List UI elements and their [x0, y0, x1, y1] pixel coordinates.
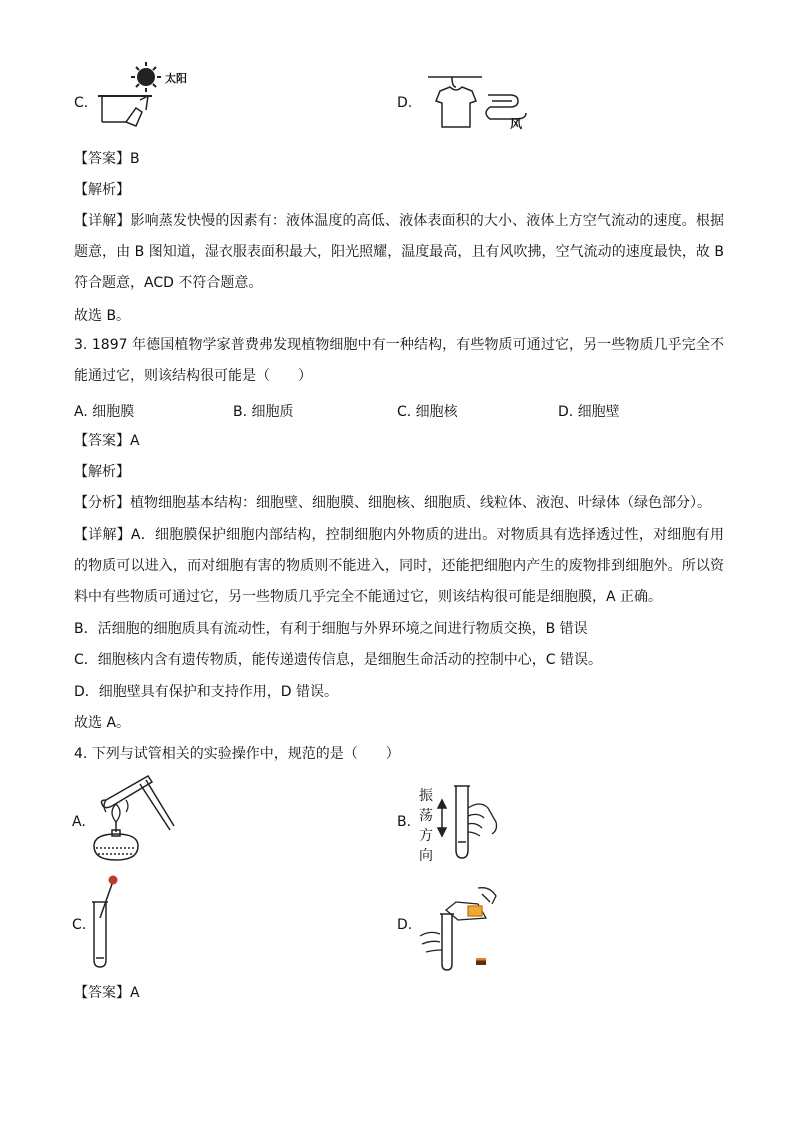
q4-option-a-figure [88, 770, 178, 865]
q4-option-c-figure [88, 872, 128, 970]
q4-option-b-figure [436, 782, 506, 862]
q4-option-c-label: C. [72, 917, 87, 933]
q3-question: 3. 1897 年德国植物学家普费弗发现植物细胞中有一种结构，有些物质可通过它，另一些物质几乎完全不能通过它，则该结构很可能是（ ） [74, 337, 724, 384]
wind-label: 风 [510, 117, 523, 131]
q4-question: 4. 下列与试管相关的实验操作中，规范的是（ ） [74, 746, 400, 762]
q3-explanation-c: C．细胞核内含有遗传物质，能传递遗传信息，是细胞生命活动的控制中心，C 错误。 [74, 652, 602, 668]
q3-option-b: B. 细胞质 [233, 404, 294, 420]
q3-detail: 【详解】A．细胞膜保护细胞内部结构，控制细胞内外物质的进出。对物质具有选择透过性，对细胞有用的物质可以进入，而对细胞有害的物质则不能进入，同时，还能把细胞内产生的废物排到细胞外。所以资料中有些物质可通过它，另一些物质几乎完全不能通过它，则该结构很可能是细胞膜，A 正确。 [74, 527, 724, 605]
dropper-icon [100, 876, 118, 919]
q2-conclusion: 故选 B。 [74, 308, 131, 324]
q3-explanation-d: D．细胞壁具有保护和支持作用，D 错误。 [74, 684, 339, 700]
q3-option-a: A. 细胞膜 [74, 404, 135, 420]
shake-char-4: 向 [419, 848, 433, 864]
test-tube-icon [440, 914, 454, 970]
stopper-icon [476, 958, 486, 965]
reagent-bottle-icon [446, 888, 496, 920]
alcohol-lamp-icon [94, 822, 138, 860]
q4-option-d-figure [416, 880, 506, 972]
q3-explanation-b: B．活细胞的细胞质具有流动性，有利于细胞与外界环境之间进行物质交换，B 错误 [74, 621, 588, 637]
q3-option-d: D. 细胞壁 [558, 404, 620, 420]
q3-conclusion: 故选 A。 [74, 715, 131, 731]
double-arrow-icon [438, 800, 446, 836]
shake-char-3: 方 [419, 828, 433, 844]
q4-option-d-label: D. [397, 917, 413, 933]
shake-direction-text [419, 786, 433, 866]
q4-option-a-label: A. [72, 814, 86, 830]
hand-icon [420, 932, 442, 952]
test-tube-icon [92, 902, 108, 967]
shake-char-2: 荡 [419, 808, 433, 824]
sun-icon [131, 62, 161, 92]
flame-icon [104, 800, 128, 822]
test-tube-icon [454, 786, 470, 858]
shirt-icon [436, 87, 476, 127]
q2-analysis-heading: 【解析】 [74, 182, 130, 198]
q2-option-c-label: C. [74, 95, 89, 111]
q2-detail: 【详解】影响蒸发快慢的因素有：液体温度的高低、液体表面积的大小、液体上方空气流动的速度。根据题意，由 B 图知道，湿衣服表面积最大，阳光照耀，温度最高，且有风吹拂，空气流动的速度最快，故 B 符合题意，ACD 不符合题意。 [74, 213, 724, 291]
q2-answer: 【答案】B [74, 151, 140, 167]
q2-option-c-figure [96, 60, 168, 132]
q3-option-c: C. 细胞核 [397, 404, 458, 420]
q4-option-b-label: B. [397, 814, 412, 830]
q3-fenxi: 【分析】植物细胞基本结构：细胞壁、细胞膜、细胞核、细胞质、线粒体、液泡、叶绿体（绿色部分）。 [74, 495, 711, 511]
q2-option-d-label: D. [397, 95, 413, 111]
shake-char-1: 振 [419, 788, 433, 804]
sun-label: 太阳 [165, 72, 187, 85]
q3-analysis-heading: 【解析】 [74, 464, 130, 480]
q3-answer: 【答案】A [74, 433, 140, 449]
q4-answer: 【答案】A [74, 985, 140, 1001]
hand-icon [468, 804, 497, 836]
